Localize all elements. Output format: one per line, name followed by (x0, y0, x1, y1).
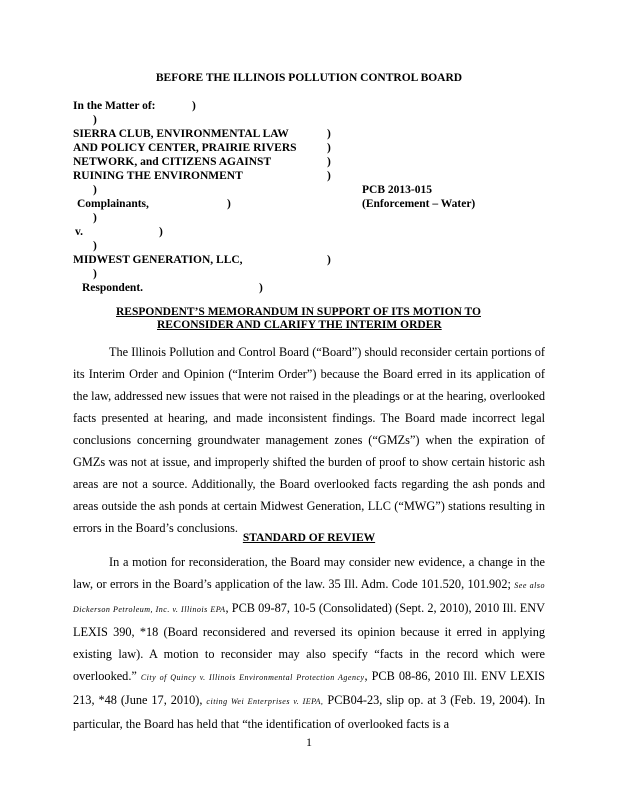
caption-paren: ) (227, 198, 231, 210)
case-citation: citing Wei Enterprises v. IEPA, (206, 697, 324, 706)
caption-paren: ) (327, 128, 331, 140)
paragraph-text: , PCB 09-87, 10-5 (Consolidated) (Sept. 2, 2010), 2010 Ill. ENV LEXIS 390, *18 (Board reconsidered and reversed its opinion because it erred in applying existing law). A motion to reconsider may also specify “facts in the record which were overlooked.” (73, 601, 545, 683)
case-citation: City of Quincy v. Illinois Environmental Protection Agency (140, 673, 365, 682)
complainants-label: Complainants, (77, 198, 149, 210)
case-citation: See also Dickerson Petroleum, Inc. v. Illinois EPA (73, 581, 546, 614)
caption-paren: ) (327, 170, 331, 182)
caption-paren: ) (327, 142, 331, 154)
complainant-name-line: AND POLICY CENTER, PRAIRIE RIVERS (73, 142, 297, 154)
versus: v. (75, 226, 83, 238)
standard-of-review-paragraph (73, 551, 545, 735)
case-type: (Enforcement – Water) (362, 198, 476, 210)
memo-heading-line-2: RECONSIDER AND CLARIFY THE INTERIM ORDER (157, 319, 442, 331)
caption-paren: ) (327, 254, 331, 266)
caption-paren: ) (93, 240, 97, 252)
caption-paren: ) (93, 114, 97, 126)
paragraph-text: PCB04-23, slip op. at 3 (Feb. 19, 2004). In particular, the Board has held that “the identification of overlooked facts is a (73, 693, 546, 731)
caption-paren: ) (93, 212, 97, 224)
respondent-name: MIDWEST GENERATION, LLC, (73, 254, 243, 266)
caption-paren: ) (192, 100, 196, 112)
caption-paren: ) (93, 268, 97, 280)
intro-paragraph: The Illinois Pollution and Control Board (“Board”) should reconsider certain portions of its Interim Order and Opinion (“Interim Order”) because the Board erred in its application of the law, addressed new issues that were not raised in the pleadings or at the hearing, overlooked facts presented at hearing, and made inconsistent findings. The Board made incorrect legal conclusions concerning groundwater management zones (“GMZs”) when the expiration of GMZs was not at issue, and improperly shifted the burden of proof to show certain historic ash areas are not a source. Additionally, the Board overlooked facts regarding the ash ponds and areas outside the ash ponds at certain Midwest Generation, LLC (“MWG”) stations resulting in errors in the Board’s conclusions. (73, 345, 545, 535)
caption-paren: ) (327, 156, 331, 168)
paragraph-text: In a motion for reconsideration, the Board may consider new evidence, a change in the law, or errors in the Board’s application of the law. 35 Ill. Adm. Code 101.520, 101.902; (73, 555, 545, 591)
memo-heading-line-1: RESPONDENT’S MEMORANDUM IN SUPPORT OF ITS MOTION TO (116, 306, 481, 318)
complainant-name-line: SIERRA CLUB, ENVIRONMENTAL LAW (73, 128, 289, 140)
caption-paren: ) (259, 282, 263, 294)
case-number: PCB 2013-015 (362, 184, 432, 196)
complainant-name-line: RUINING THE ENVIRONMENT (73, 170, 243, 182)
page-number: 1 (306, 735, 312, 749)
caption-matter-of: In the Matter of: (73, 100, 156, 112)
caption-paren: ) (159, 226, 163, 238)
complainant-name-line: NETWORK, and CITIZENS AGAINST (73, 156, 272, 168)
document-title: BEFORE THE ILLINOIS POLLUTION CONTROL BOARD (155, 72, 463, 84)
standard-of-review-heading: STANDARD OF REVIEW (242, 532, 376, 544)
paragraph-text: , PCB 08-86, 2010 Ill. ENV LEXIS 213, *48 (June 17, 2010), (73, 669, 545, 707)
respondent-label: Respondent. (82, 282, 144, 294)
caption-paren: ) (93, 184, 97, 196)
